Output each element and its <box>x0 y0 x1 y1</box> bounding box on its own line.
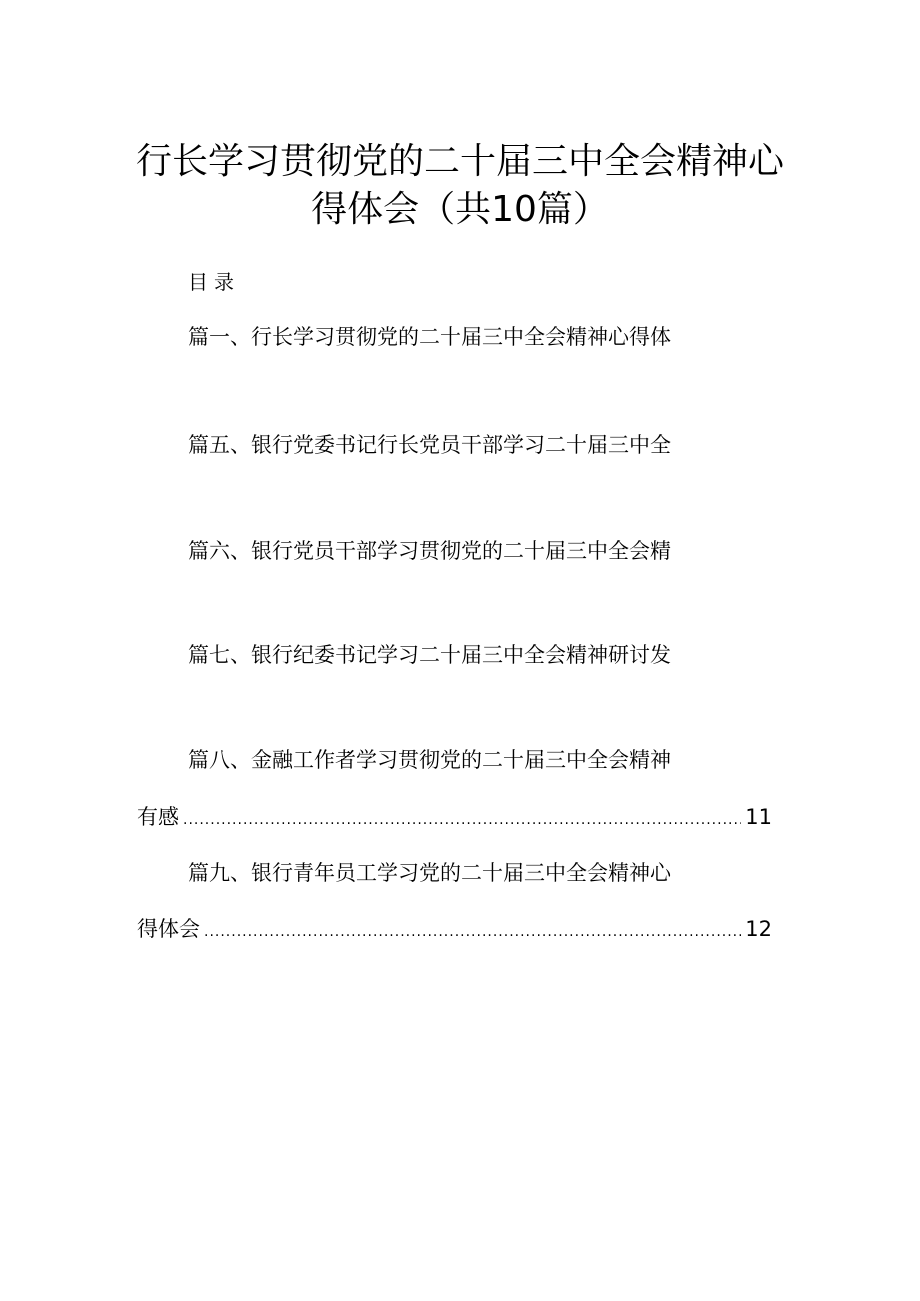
toc-entry-5[interactable]: 篇五、银行党委书记行长党员干部学习二十届三中全 <box>188 433 671 457</box>
document-title-line-2: 得体会（共10篇） <box>311 189 609 230</box>
toc-entry-9[interactable]: 篇九、银行青年员工学习党的二十届三中全会精神心 <box>188 861 671 885</box>
toc-entry-6[interactable]: 篇六、银行党员干部学习贯彻党的二十届三中全会精 <box>188 539 671 563</box>
document-title-line-1: 行长学习贯彻党的二十届三中全会精神心 <box>135 141 784 182</box>
toc-entry-9-continuation[interactable] <box>137 914 772 947</box>
toc-entry-8-page-number: 11 <box>745 805 772 829</box>
toc-entry-7[interactable]: 篇七、银行纪委书记学习二十届三中全会精神研讨发 <box>188 643 671 667</box>
toc-entry-8-continuation[interactable] <box>137 802 772 835</box>
toc-entry-9-page-number: 12 <box>745 917 772 941</box>
toc-heading: 目录 <box>188 270 240 294</box>
dot-leader <box>204 917 741 947</box>
dot-leader <box>183 805 741 835</box>
toc-entry-8[interactable]: 篇八、金融工作者学习贯彻党的二十届三中全会精神 <box>188 748 671 772</box>
toc-entry-8-continuation-text: 有感 <box>137 805 179 829</box>
toc-entry-1[interactable]: 篇一、行长学习贯彻党的二十届三中全会精神心得体 <box>188 325 671 349</box>
toc-entry-9-continuation-text: 得体会 <box>137 917 200 941</box>
